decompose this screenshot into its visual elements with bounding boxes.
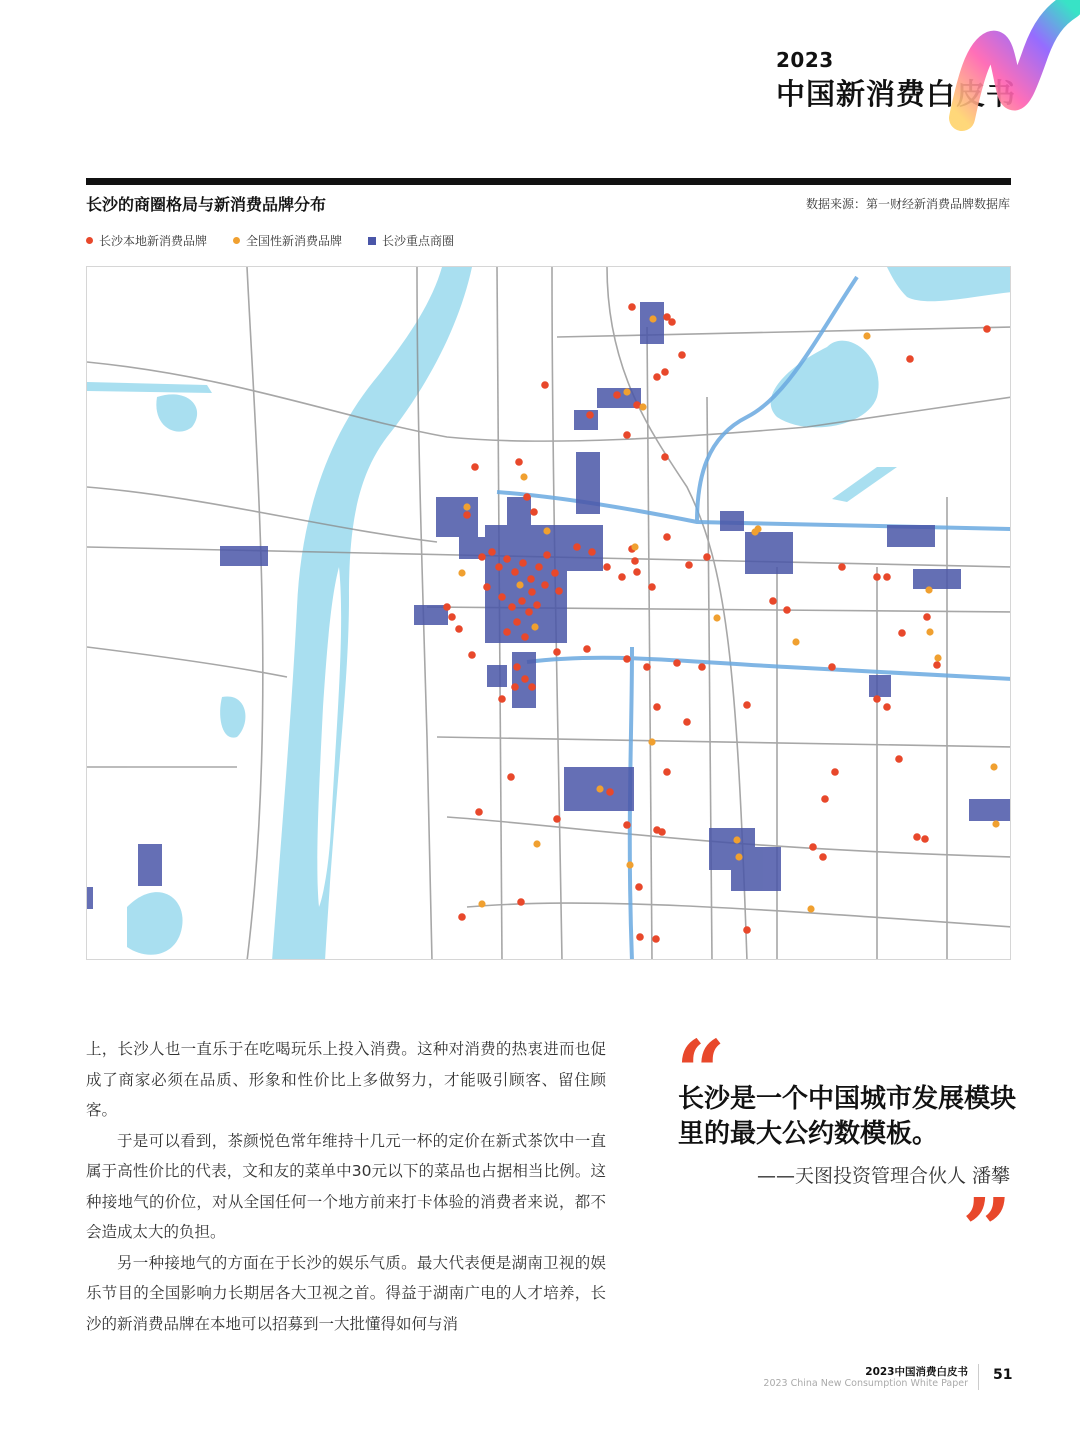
local-brand-point	[653, 703, 661, 711]
local-brand-point	[488, 548, 496, 556]
local-brand-point	[495, 563, 503, 571]
national-brand-point	[543, 527, 550, 534]
local-brand-point	[668, 318, 676, 326]
national-brand-point	[733, 836, 740, 843]
west-lake	[87, 382, 212, 393]
local-brand-point	[628, 303, 636, 311]
district	[887, 525, 935, 547]
district	[87, 887, 93, 909]
liuyang-river-north	[887, 267, 1011, 301]
open-quote-mark: “	[676, 1022, 726, 1123]
footer-divider	[978, 1364, 979, 1390]
header-title: 中国新消费白皮书	[776, 77, 1017, 111]
figure-title: 长沙的商圈格局与新消费品牌分布	[86, 195, 327, 214]
local-brand-point	[503, 628, 511, 636]
local-brand-point	[458, 913, 466, 921]
local-brand-point	[533, 601, 541, 609]
local-brand-point	[643, 663, 651, 671]
local-brand-point	[703, 553, 711, 561]
local-brand-point	[923, 613, 931, 621]
local-brand-point	[678, 351, 686, 359]
district	[414, 605, 448, 625]
local-brand-point	[541, 581, 549, 589]
local-brand-point	[883, 573, 891, 581]
district	[138, 844, 162, 886]
local-brand-point	[906, 355, 914, 363]
local-brand-point	[618, 573, 626, 581]
legend-local-brand	[86, 232, 207, 249]
local-brand-point	[623, 431, 631, 439]
local-brand-point	[511, 568, 519, 576]
local-brand-point	[828, 663, 836, 671]
local-brand-point	[503, 555, 511, 563]
local-brand-point	[898, 629, 906, 637]
local-brand-point	[673, 659, 681, 667]
local-brand-point	[623, 655, 631, 663]
national-brand-point	[649, 315, 656, 322]
local-brand-point	[541, 381, 549, 389]
local-brand-point	[583, 645, 591, 653]
local-brand-point	[521, 633, 529, 641]
district	[487, 665, 507, 687]
national-brand-point	[807, 905, 814, 912]
local-brand-point	[455, 625, 463, 633]
local-brand-point	[483, 583, 491, 591]
local-brand-point	[551, 569, 559, 577]
district-square-icon	[368, 237, 376, 245]
northeast-inlet	[832, 467, 897, 502]
local-brand-point	[838, 563, 846, 571]
local-brand-point	[921, 835, 929, 843]
local-brand-point	[518, 597, 526, 605]
article-body	[86, 1034, 606, 1339]
local-brand-point	[573, 543, 581, 551]
paragraph: 另一种接地气的方面在于长沙的娱乐气质。最大代表便是湖南卫视的娱乐节目的全国影响力长期居各大卫视之首。得益于湖南广电的人才培养，长沙的新消费品牌在本地可以招募到一大批懂得如何与消	[86, 1253, 606, 1333]
figure-source: 数据来源：第一财经新消费品牌数据库	[805, 197, 1010, 211]
national-brand-point	[463, 503, 470, 510]
local-brand-point	[983, 325, 991, 333]
local-brand-point	[658, 828, 666, 836]
local-brand-point	[661, 453, 669, 461]
national-brand-point	[754, 525, 761, 532]
district	[220, 546, 268, 566]
local-brand-point	[652, 935, 660, 943]
figure-top-rule	[86, 178, 1011, 185]
national-brand-point	[990, 763, 997, 770]
local-brand-point	[663, 533, 671, 541]
national-brand-point	[992, 820, 999, 827]
local-brand-point	[528, 683, 536, 691]
local-brand-point	[883, 703, 891, 711]
district	[720, 511, 744, 531]
national-brand-point	[792, 638, 799, 645]
local-brand-point	[895, 755, 903, 763]
national-brand-point	[926, 628, 933, 635]
local-brand-point	[831, 768, 839, 776]
local-brand-point	[519, 559, 527, 567]
local-brand-point	[933, 661, 941, 669]
local-brand-point	[443, 603, 451, 611]
district	[485, 567, 567, 643]
local-brand-point	[873, 573, 881, 581]
national-brand-point	[531, 623, 538, 630]
local-brand-point	[648, 583, 656, 591]
legend-label: 全国性新消费品牌	[246, 234, 343, 248]
district	[913, 569, 961, 589]
district	[576, 452, 600, 514]
national-brand-point	[639, 403, 646, 410]
page-number: 51	[993, 1367, 1013, 1383]
local-brand-point	[636, 933, 644, 941]
changsha-map	[86, 266, 1011, 960]
pull-quote-author: ——天图投资管理合伙人 潘攀	[756, 1165, 1010, 1187]
local-brand-point	[635, 883, 643, 891]
local-brand-point	[498, 593, 506, 601]
local-brand-point	[698, 663, 706, 671]
national-brand-point	[863, 332, 870, 339]
footer-title-en: 2023 China New Consumption White Paper	[763, 1378, 968, 1389]
local-brand-point	[513, 663, 521, 671]
national-brand-point	[648, 738, 655, 745]
local-brand-point	[631, 557, 639, 565]
local-brand-point	[743, 926, 751, 934]
legend-national-brand	[233, 232, 342, 249]
local-brand-point	[819, 853, 827, 861]
local-brand-point	[588, 548, 596, 556]
local-brand-point	[521, 675, 529, 683]
local-brand-point	[683, 718, 691, 726]
small-pond	[220, 696, 245, 737]
header-year: 2023	[776, 48, 834, 72]
local-brand-point	[623, 821, 631, 829]
map-legend	[86, 232, 454, 249]
national-brand-point	[925, 586, 932, 593]
national-brand-point	[735, 853, 742, 860]
local-brand-point	[769, 597, 777, 605]
local-brand-point	[528, 588, 536, 596]
brand-logo-icon	[940, 0, 1080, 140]
paragraph: 于是可以看到，茶颜悦色常年维持十几元一杯的定价在新式茶饮中一直属于高性价比的代表，文和友的菜单中30元以下的菜品也占据相当比例。这种接地气的价位，对从全国任何一个地方前来打卡体验的消费者来说，都不会造成太大的负担。	[86, 1131, 606, 1241]
map-canvas	[87, 267, 1011, 960]
local-brand-point	[783, 606, 791, 614]
local-brand-point	[511, 683, 519, 691]
district	[574, 410, 598, 430]
national-brand-point	[596, 785, 603, 792]
local-brand-point	[535, 563, 543, 571]
national-brand-point	[533, 840, 540, 847]
national-brand-point	[623, 388, 630, 395]
legend-label: 长沙本地新消费品牌	[99, 234, 208, 248]
local-brand-point	[468, 651, 476, 659]
local-brand-point	[821, 795, 829, 803]
district	[436, 497, 478, 537]
paragraph: 上，长沙人也一直乐于在吃喝玩乐上投入消费。这种对消费的热衷进而也促成了商家必须在品质、形象和性价比上多做努力，才能吸引顾客、留住顾客。	[86, 1040, 606, 1119]
local-brand-point	[633, 568, 641, 576]
local-brand-point	[553, 815, 561, 823]
local-brand-point	[515, 458, 523, 466]
local-brand-point	[475, 808, 483, 816]
local-brand-point	[478, 553, 486, 561]
legend-label: 长沙重点商圈	[382, 234, 455, 248]
national-brand-point	[713, 614, 720, 621]
local-brand-point	[555, 587, 563, 595]
close-quote-mark: ”	[962, 1180, 1012, 1281]
local-brand-point	[743, 701, 751, 709]
local-brand-point	[517, 898, 525, 906]
district	[507, 497, 531, 527]
local-brand-point	[613, 391, 621, 399]
southwest-lake	[127, 892, 183, 955]
local-brand-dot-icon	[86, 237, 93, 244]
west-pond	[156, 394, 197, 431]
national-brand-point	[478, 900, 485, 907]
local-brand-point	[523, 493, 531, 501]
local-brand-point	[498, 695, 506, 703]
district	[969, 799, 1011, 821]
district	[640, 302, 664, 344]
local-brand-point	[513, 618, 521, 626]
local-brand-point	[508, 603, 516, 611]
local-brand-point	[606, 788, 614, 796]
local-brand-point	[913, 833, 921, 841]
local-brand-point	[463, 511, 471, 519]
local-brand-point	[471, 463, 479, 471]
national-brand-point	[626, 861, 633, 868]
local-brand-point	[663, 768, 671, 776]
national-brand-point	[934, 654, 941, 661]
pull-quote-text: 长沙是一个中国城市发展模块里的最大公约数模板。	[678, 1084, 1017, 1149]
local-brand-point	[685, 561, 693, 569]
national-brand-point	[516, 581, 523, 588]
local-brand-point	[525, 608, 533, 616]
local-brand-point	[530, 508, 538, 516]
local-brand-point	[448, 613, 456, 621]
local-brand-point	[527, 575, 535, 583]
local-brand-point	[586, 411, 594, 419]
district	[869, 675, 891, 697]
national-brand-point	[631, 543, 638, 550]
national-brand-point	[520, 473, 527, 480]
footer-title-cn: 2023中国消费白皮书	[865, 1366, 968, 1378]
legend-business-district	[368, 232, 454, 249]
local-brand-point	[543, 551, 551, 559]
local-brand-point	[653, 373, 661, 381]
national-brand-dot-icon	[233, 237, 240, 244]
local-brand-point	[873, 695, 881, 703]
local-brand-point	[507, 773, 515, 781]
local-brand-point	[661, 368, 669, 376]
local-brand-point	[809, 843, 817, 851]
national-brand-point	[458, 569, 465, 576]
local-brand-point	[603, 563, 611, 571]
district	[745, 532, 793, 574]
local-brand-point	[553, 648, 561, 656]
